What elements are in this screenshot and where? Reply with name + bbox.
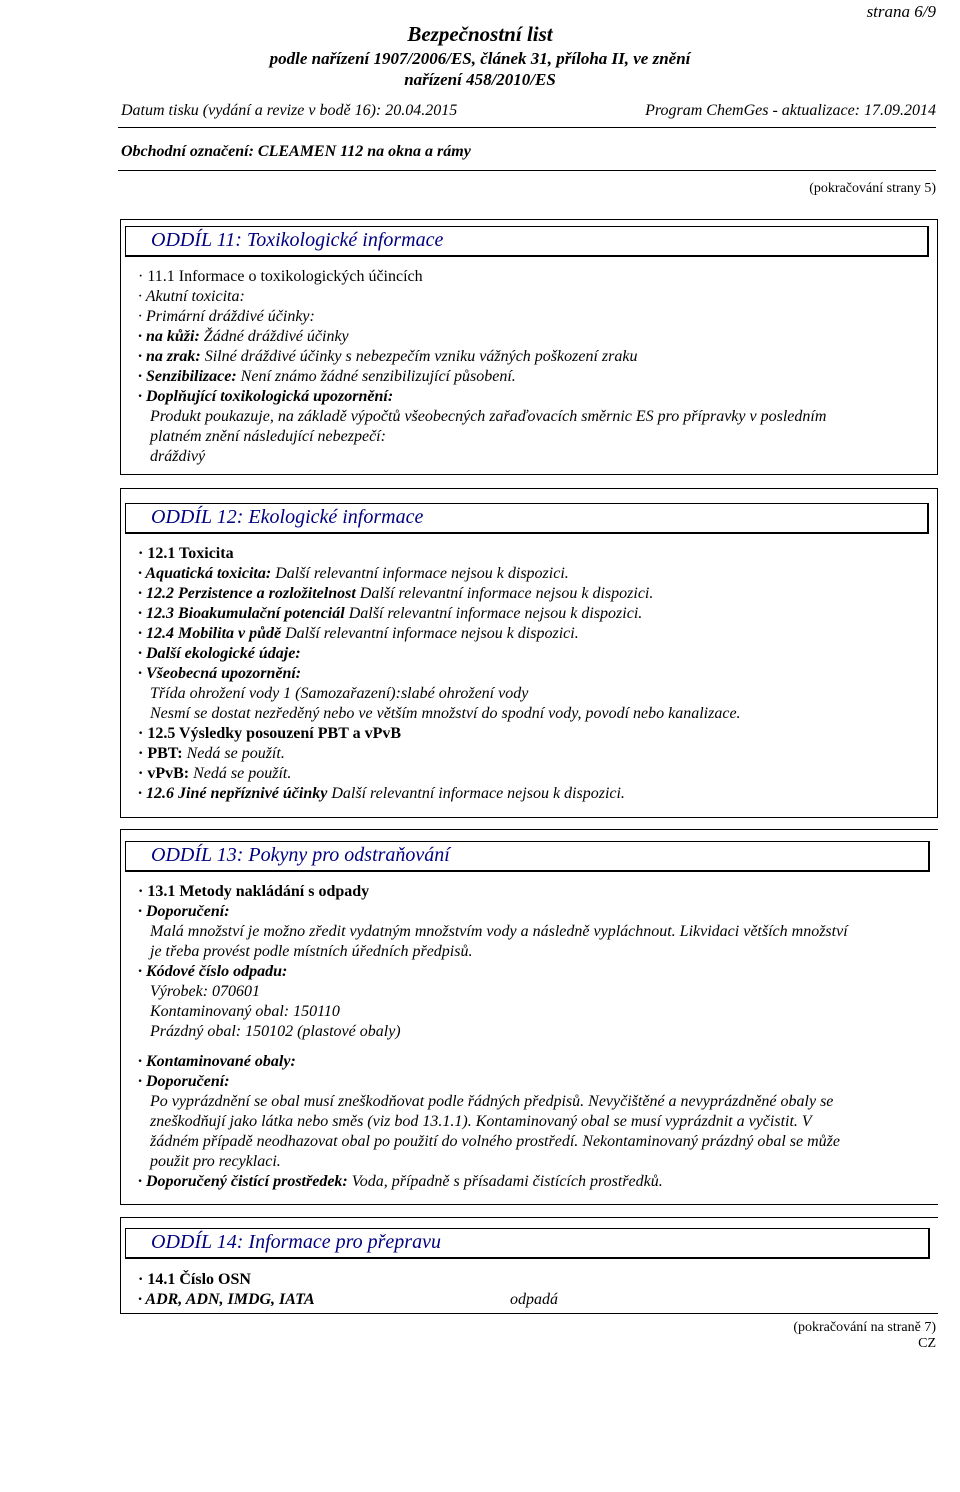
un-number-value: odpadá	[510, 1291, 558, 1308]
skin-effect: · na kůži: Žádné dráždivé účinky	[138, 328, 349, 345]
section-14-title: ODDÍL 14: Informace pro přepravu	[151, 1231, 441, 1253]
contaminated-packaging-label: · Kontaminované obaly:	[138, 1053, 296, 1070]
vpvb-result: · vPvB: Nedá se použít.	[138, 765, 292, 782]
further-eco-data-label: · Další ekologické údaje:	[138, 645, 301, 662]
document-title: Bezpečnostní list	[407, 22, 553, 46]
section-11-box	[120, 219, 938, 475]
waste-code-empty: Prázdný obal: 150102 (plastové obaly)	[150, 1023, 401, 1040]
tox-notes-text-1: Produkt poukazuje, na základě výpočtů všeobecných zařaďovacích směrnic ES pro přípravky v posledním	[150, 408, 827, 425]
page-number: strana 6/9	[866, 2, 936, 21]
header-divider-2	[118, 170, 936, 171]
sensitization: · Senzibilizace: Není známo žádné senzibilizující působení.	[138, 368, 516, 385]
continued-from: (pokračování strany 5)	[809, 181, 936, 196]
persistence: · 12.2 Perzistence a rozložitelnost Další relevantní informace nejsou k dispozici.	[138, 585, 654, 602]
trade-name: Obchodní označení: CLEAMEN 112 na okna a rámy	[121, 143, 471, 160]
language-code: CZ	[918, 1336, 936, 1351]
pbt-result: · PBT: Nedá se použít.	[138, 745, 285, 762]
waste-code-label: · Kódové číslo odpadu:	[138, 963, 288, 980]
print-date: Datum tisku (vydání a revize v bodě 16): 20.04.2015	[121, 102, 458, 119]
acute-toxicity-label: · Akutní toxicita:	[138, 288, 245, 305]
waste-code-contaminated: Kontaminovaný obal: 150110	[150, 1003, 340, 1020]
un-number-heading: · 14.1 Číslo OSN	[138, 1271, 251, 1288]
bioaccumulation: · 12.3 Bioakumulační potenciál Další relevantní informace nejsou k dispozici.	[138, 605, 643, 622]
section-12-box	[120, 488, 938, 818]
cleaning-agent: · Doporučený čistící prostředek: Voda, případně s přísadami čistících prostředků.	[138, 1173, 663, 1190]
recommendation-label: · Doporučení:	[138, 903, 230, 920]
tox-notes-text-2: platném znění následující nebezpečí:	[150, 428, 386, 445]
other-adverse-effects: · 12.6 Jiné nepříznivé účinky Další relevantní informace nejsou k dispozici.	[138, 785, 625, 802]
toxicological-effects-heading: · 11.1 Informace o toxikologických účincích	[138, 268, 423, 285]
eye-effect: · na zrak: Silné dráždivé účinky s nebezpečím vzniku vážných poškození zraku	[138, 348, 638, 365]
section-11-title: ODDÍL 11: Toxikologické informace	[151, 229, 444, 251]
mobility-in-soil: · 12.4 Mobilita v půdě Další relevantní informace nejsou k dispozici.	[138, 625, 579, 642]
packaging-text-1: Po vyprázdnění se obal musí zneškodňovat podle řádných předpisů. Nevyčištěné a nevyprázdněné obaly se	[150, 1093, 834, 1110]
water-hazard-class: Třída ohrožení vody 1 (Samozařazení):slabé ohrožení vody	[150, 685, 529, 702]
tox-notes-text-3: dráždivý	[150, 448, 206, 465]
pbt-vpvb-heading: · 12.5 Výsledky posouzení PBT a vPvB	[138, 725, 402, 742]
regulation-line-1: podle nařízení 1907/2006/ES, článek 31, příloha II, ve znění	[269, 49, 691, 68]
section-12-header	[123, 503, 935, 535]
header-divider	[118, 127, 936, 128]
groundwater-warning: Nesmí se dostat nezředěný nebo ve větším množství do spodní vody, povodí nebo kanalizace.	[150, 705, 741, 722]
additional-tox-notes-label: · Doplňující toxikologická upozornění:	[138, 388, 394, 405]
section-13-title: ODDÍL 13: Pokyny pro odstraňování	[151, 844, 450, 866]
section-14-header	[123, 1228, 936, 1260]
section-14-box	[120, 1217, 938, 1313]
waste-code-product: Výrobek: 070601	[150, 983, 261, 1000]
packaging-text-3: žádném případě neodhazovat obal po použití do volného prostředí. Nekontaminovaný prázdný obal se může	[150, 1133, 840, 1150]
section-13-header	[123, 841, 936, 873]
waste-methods-heading: · 13.1 Metody nakládání s odpady	[138, 883, 370, 900]
packaging-text-2: zneškodňují jako látka nebo směs (viz bod 13.1.1). Kontaminovaný obal se musí vyprázdnit a vyčistit. V	[150, 1113, 812, 1130]
regulation-line-2: nařízení 458/2010/ES	[404, 70, 556, 89]
section-12-title: ODDÍL 12: Ekologické informace	[151, 506, 424, 528]
section-11-header	[123, 226, 935, 258]
packaging-text-4: použit pro recyklaci.	[150, 1153, 281, 1170]
toxicity-heading: · 12.1 Toxicita	[138, 545, 234, 562]
recommendation-text-1: Malá množství je možno zředit vydatným množstvím vody a následně vypláchnout. Likvidaci větších množství	[150, 923, 848, 940]
primary-irritant-label: · Primární dráždivé účinky:	[138, 308, 315, 325]
section-14-bottom-rule	[120, 1313, 938, 1314]
aquatic-toxicity: · Aquatická toxicita: Další relevantní informace nejsou k dispozici.	[138, 565, 569, 582]
transport-modes: · ADR, ADN, IMDG, IATA	[138, 1291, 315, 1308]
section-13-box	[120, 829, 938, 1205]
continued-to: (pokračování na straně 7)	[793, 1320, 936, 1335]
program-version: Program ChemGes - aktualizace: 17.09.2014	[645, 102, 936, 119]
recommendation-text-2: je třeba provést podle místních úředních předpisů.	[150, 943, 473, 960]
general-notes-label: · Všeobecná upozornění:	[138, 665, 302, 682]
packaging-recommendation-label: · Doporučení:	[138, 1073, 230, 1090]
